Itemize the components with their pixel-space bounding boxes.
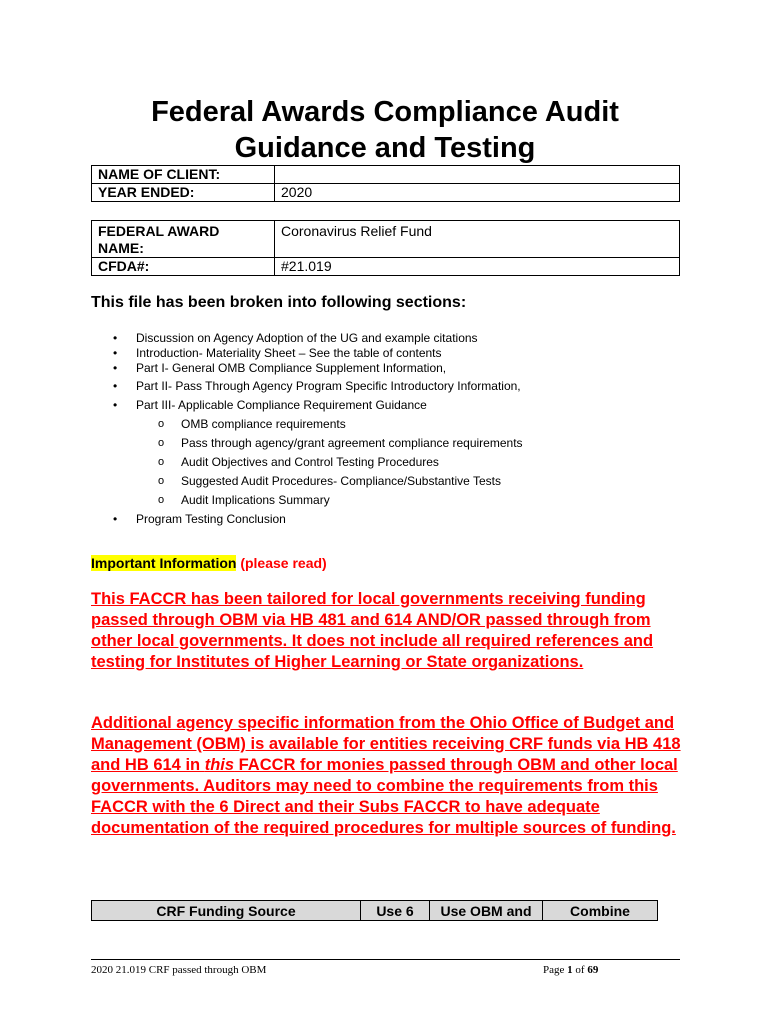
important-heading xyxy=(91,555,327,571)
page-title xyxy=(0,94,770,166)
award-info-table xyxy=(91,220,680,276)
emphasis-this: this xyxy=(204,756,235,774)
list-item: • Part II- Pass Through Agency Program Specific Introductory Information, xyxy=(113,379,521,393)
agency-info-notice: Additional agency specific information from the Ohio Office of Budget and Management (OBM) is available for entities receiving CRF funds via HB 418 and HB 614 in this FACCR for monies passed through OBM and other local governments. Auditors may need to combine the requirements from this FACCR with the 6 Direct and their Subs FACCR to have adequate documentation of the required procedures for multiple sources of funding. xyxy=(91,714,681,837)
year-ended-value[interactable]: 2020 xyxy=(275,184,680,202)
title-line-1: Federal Awards Compliance Audit xyxy=(151,96,619,128)
list-item: • Discussion on Agency Adoption of the UG and example citations xyxy=(113,331,478,345)
bullet-icon: • xyxy=(113,346,118,360)
col-header-combine: Combine xyxy=(543,901,658,921)
client-name-value[interactable] xyxy=(275,166,680,184)
sections-list xyxy=(91,331,523,527)
table-row xyxy=(92,184,680,202)
sub-bullet-icon: o xyxy=(158,418,165,430)
col-header-funding-source: CRF Funding Source xyxy=(92,901,361,921)
cfda-value[interactable]: #21.019 xyxy=(275,258,680,276)
title-line-2: Guidance and Testing xyxy=(234,132,536,164)
sub-list-item: o Audit Objectives and Control Testing Procedures xyxy=(158,455,439,469)
footer-page-number: Page 1 of 69 xyxy=(543,964,599,976)
table-row xyxy=(92,166,680,184)
col-header-use-6: Use 6 xyxy=(361,901,430,921)
list-item: • Part III- Applicable Compliance Requirement Guidance xyxy=(113,398,427,412)
list-item: • Program Testing Conclusion xyxy=(113,512,286,526)
important-note: (please read) xyxy=(236,555,327,571)
sections-heading: This file has been broken into following sections: xyxy=(91,294,467,311)
footer-divider xyxy=(91,959,680,960)
tailored-notice: This FACCR has been tailored for local governments receiving funding passed through OBM via HB 481 and 614 AND/OR passed through from other local governments. It does not include all required references and testing for Institutes of Higher Learning or State organizations. xyxy=(91,590,654,671)
table-row xyxy=(92,221,680,258)
important-label: Important Information xyxy=(91,555,237,571)
bullet-icon: • xyxy=(113,361,118,375)
sub-list-item: o Audit Implications Summary xyxy=(158,493,330,507)
cfda-label: CFDA#: xyxy=(92,258,275,276)
sub-bullet-icon: o xyxy=(158,456,165,468)
client-name-label: NAME OF CLIENT: xyxy=(92,166,275,184)
sub-bullet-icon: o xyxy=(158,494,165,506)
list-item: • Introduction- Materiality Sheet – See the table of contents xyxy=(113,346,442,360)
award-name-value[interactable]: Coronavirus Relief Fund xyxy=(275,221,680,258)
list-item: • Part I- General OMB Compliance Supplement Information, xyxy=(113,361,447,375)
table-header-row xyxy=(92,901,658,921)
sub-bullet-icon: o xyxy=(158,475,165,487)
funding-source-table xyxy=(91,900,658,921)
bullet-icon: • xyxy=(113,331,118,345)
sub-list-item: o OMB compliance requirements xyxy=(158,417,346,431)
footer-doc-name: 2020 21.019 CRF passed through OBM xyxy=(91,964,267,976)
table-row xyxy=(92,258,680,276)
award-name-label: FEDERAL AWARD NAME: xyxy=(92,221,275,258)
col-header-use-obm: Use OBM and xyxy=(430,901,543,921)
bullet-icon: • xyxy=(113,398,118,412)
sub-list-item: o Pass through agency/grant agreement compliance requirements xyxy=(158,436,523,450)
client-info-table xyxy=(91,165,680,202)
year-ended-label: YEAR ENDED: xyxy=(92,184,275,202)
sub-list-item: o Suggested Audit Procedures- Compliance/Substantive Tests xyxy=(158,474,501,488)
sub-bullet-icon: o xyxy=(158,437,165,449)
bullet-icon: • xyxy=(113,379,118,393)
bullet-icon: • xyxy=(113,512,118,526)
